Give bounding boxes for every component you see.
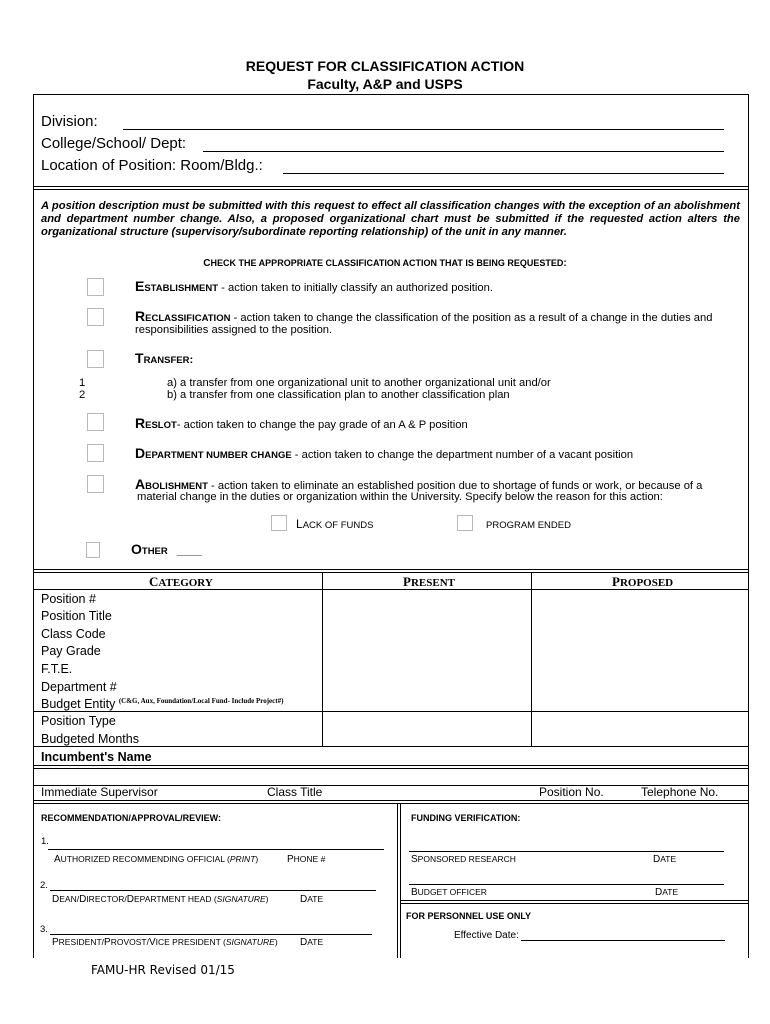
transfer-cap: T (135, 350, 144, 366)
check-heading-first: C (203, 258, 211, 269)
sig3-e: V (148, 937, 156, 948)
date-cap: D (300, 894, 308, 905)
reclassification-option (135, 310, 740, 325)
sig2-h: ) (265, 894, 269, 904)
proposed-header (612, 574, 673, 590)
transfer-colon: : (189, 354, 194, 366)
reslot-desc: - action taken to change the pay grade of an A & P position (176, 419, 468, 431)
divider (33, 186, 749, 187)
abolishment-cap: A (135, 476, 146, 492)
check-heading (0, 253, 770, 271)
table-row: Budgeted Months (41, 732, 139, 746)
program-ended-label: PROGRAM ENDED (486, 520, 571, 531)
establishment-checkbox[interactable] (87, 278, 104, 296)
program-ended-checkbox[interactable] (457, 515, 473, 531)
date-cap: D (653, 854, 661, 865)
table-row: Pay Grade (41, 644, 101, 658)
table-line (33, 711, 749, 712)
section-divider (397, 803, 398, 958)
intro-paragraph: A position description must be submitted with this request to effect all classification changes with the exception of an abolishment and department number change. Also, a proposed organizational chart must be submitted if the requested action alters the organizational structure (supervisory/subordinate reporting relationship) of the unit in any manner. (41, 200, 740, 238)
proposed-header-label: ROPOSED (619, 577, 674, 589)
sig2-f: EPARTMENT HEAD ( (134, 894, 217, 904)
transfer-num-1: 1 (79, 377, 86, 389)
division-field[interactable] (123, 129, 724, 130)
other-blank[interactable]: ____ (176, 545, 202, 557)
sig-number-3: 3. (40, 924, 48, 935)
sig1-d: ) (255, 854, 259, 864)
reclassification-desc2: responsibilities assigned to the position. (135, 324, 333, 336)
location-field[interactable] (283, 173, 724, 174)
dean-date-caption (300, 894, 323, 905)
other-option (131, 543, 202, 558)
transfer-label: RANSFER (143, 355, 190, 366)
date-cap: D (655, 887, 663, 898)
table-row: Class Code (41, 627, 106, 641)
category-header-label: ATEGORY (158, 577, 213, 589)
form-subtitle: Faculty, A&P and USPS (307, 76, 463, 92)
reslot-checkbox[interactable] (87, 413, 104, 431)
personnel-title: FOR PERSONNEL USE ONLY (406, 911, 532, 921)
reslot-option (135, 417, 468, 432)
lack-of-funds-label: ACK OF FUNDS (302, 520, 374, 531)
phone-caption (287, 854, 325, 865)
dept-change-desc: - action taken to change the department number of a vacant position (291, 449, 634, 461)
transfer-num-2: 2 (79, 389, 86, 401)
reslot-label: ESLOT (145, 420, 177, 431)
table-line (33, 746, 749, 747)
sig-number-1: 1. (41, 836, 49, 847)
divider (33, 765, 749, 766)
dept-change-label: EPARTMENT NUMBER CHANGE (145, 450, 292, 461)
budget-entity-label: Budget Entity (41, 697, 116, 711)
sig3-d: ROVOST/ (110, 937, 149, 947)
telephone-no-label: Telephone No. (641, 785, 719, 799)
dept-change-option (135, 447, 633, 462)
sig1-c: PRINT (229, 854, 256, 864)
president-signature-field[interactable] (50, 934, 372, 935)
sig2-e: D (126, 894, 135, 905)
dean-caption (52, 894, 268, 905)
sponsored-research-caption (411, 854, 516, 865)
funding-title: FUNDING VERIFICATION: (411, 813, 521, 823)
sig3-g: SIGNATURE (225, 937, 275, 947)
divider (400, 903, 749, 904)
phone-cap: P (287, 854, 294, 865)
divider (33, 569, 749, 570)
establishment-label: STABLISHMENT (144, 283, 219, 294)
section-divider (400, 803, 401, 958)
reclassification-desc: - action taken to change the classification of the position as a result of a change in the duties and (230, 312, 713, 324)
effective-date-label: Effective Date: (454, 930, 519, 941)
budget-officer-label: UDGET OFFICER (417, 887, 487, 897)
sponsored-research-field[interactable] (409, 851, 724, 852)
category-header-cap: C (149, 574, 159, 589)
phone-label: HONE # (293, 854, 326, 864)
establishment-option (135, 280, 493, 295)
dept-change-cap: D (135, 445, 146, 461)
transfer-line-a: a) a transfer from one organizational unit to another organizational unit and/or (167, 377, 551, 389)
present-header-cap: P (403, 574, 411, 589)
transfer-line-b: b) a transfer from one classification plan to another classification plan (167, 389, 510, 401)
category-header (149, 574, 213, 590)
sig2-b: EAN/ (59, 894, 80, 904)
other-checkbox[interactable] (86, 542, 100, 558)
table-row: Department # (41, 680, 117, 694)
establishment-desc: - action taken to initially classify an authorized position. (218, 282, 493, 294)
president-caption (52, 937, 278, 948)
abolishment-checkbox[interactable] (87, 475, 104, 493)
budget-note: (C&G, Aux, Foundation/Local Fund- Include Project#) (118, 697, 284, 705)
establishment-cap: E (135, 278, 145, 294)
divider (33, 803, 749, 804)
footer-revision: FAMU-HR Revised 01/15 (91, 963, 235, 977)
sponsored-label: PONSORED RESEARCH (417, 854, 516, 864)
table-row: F.T.E. (41, 662, 73, 676)
sig2-c: D (79, 894, 87, 905)
budget-date-caption (655, 887, 678, 898)
divider (33, 800, 749, 801)
present-header-label: RESENT (410, 577, 455, 589)
lack-of-funds-checkbox[interactable] (271, 515, 287, 531)
divider (400, 900, 749, 901)
date-label: ATE (662, 887, 679, 897)
sig2-d: IRECTOR/ (86, 894, 127, 904)
lack-of-funds-cap: L (296, 517, 303, 531)
form-title: REQUEST FOR CLASSIFICATION ACTION (245, 58, 525, 74)
abolishment-desc: - action taken to eliminate an established position due to shortage of funds or work, or because of a (207, 480, 703, 492)
president-date-caption (300, 937, 323, 948)
table-row: Position Title (41, 609, 112, 623)
other-label: THER (141, 546, 168, 557)
sig2-g: SIGNATURE (216, 894, 266, 904)
divider (33, 189, 749, 190)
reclassification-label: ECLASSIFICATION (145, 313, 231, 324)
immediate-supervisor-label: Immediate Supervisor (41, 785, 158, 799)
other-cap: O (131, 541, 142, 557)
present-header (403, 574, 455, 590)
sponsored-cap: S (411, 854, 418, 865)
sig2-a: D (52, 894, 60, 905)
sig3-f: ICE PRESIDENT ( (155, 937, 226, 947)
divider (33, 572, 749, 573)
budget-officer-cap: B (411, 887, 418, 898)
abolishment-desc2: material change in the duties or organization within the University. Specify below the reason for this action: (137, 491, 663, 503)
date-label: ATE (660, 854, 677, 864)
sig3-c: P (104, 937, 111, 948)
dept-change-checkbox[interactable] (87, 444, 104, 462)
table-row (41, 697, 283, 711)
location-label: Location of Position: Room/Bldg.: (41, 157, 263, 174)
incumbent-name-label: Incumbent's Name (41, 750, 152, 764)
date-label: ATE (307, 937, 324, 947)
effective-date-field[interactable] (521, 940, 725, 941)
table-row: Position # (41, 592, 96, 606)
sponsored-date-caption (653, 854, 676, 865)
recommendation-title: RECOMMENDATION/APPROVAL/REVIEW: (41, 813, 222, 823)
recommending-official-field[interactable] (48, 849, 384, 850)
table-divider (531, 572, 532, 747)
budget-officer-caption (411, 887, 487, 898)
reslot-cap: R (135, 415, 146, 431)
check-heading-rest: HECK THE APPROPRIATE CLASSIFICATION ACTION THAT IS BEING REQUESTED (210, 258, 564, 268)
sig3-a: P (52, 937, 59, 948)
sig1-a: A (54, 854, 61, 865)
check-heading-colon: : (563, 258, 567, 269)
proposed-header-cap: P (612, 574, 620, 589)
date-cap: D (300, 937, 308, 948)
date-label: ATE (307, 894, 324, 904)
lack-of-funds-option (296, 518, 373, 532)
transfer-option (135, 352, 193, 367)
transfer-checkbox[interactable] (87, 350, 104, 368)
dean-signature-field[interactable] (50, 890, 376, 891)
table-row: Position Type (41, 714, 116, 728)
sig1-b: UTHORIZED RECOMMENDING OFFICIAL ( (60, 854, 230, 864)
abolishment-label: BOLISHMENT (145, 481, 208, 492)
sig3-b: RESIDENT/ (58, 937, 105, 947)
divider (33, 768, 749, 769)
reclassification-cap: R (135, 308, 146, 324)
position-no-label: Position No. (539, 785, 604, 799)
division-label: Division: (41, 113, 98, 130)
college-field[interactable] (203, 151, 724, 152)
table-divider (322, 572, 323, 747)
sig3-h: ) (274, 937, 278, 947)
reclassification-checkbox[interactable] (87, 308, 104, 326)
college-label: College/School/ Dept: (41, 135, 187, 152)
sig-number-2: 2. (40, 880, 48, 891)
recommending-official-caption (54, 854, 258, 865)
budget-officer-field[interactable] (409, 884, 724, 885)
class-title-label: Class Title (267, 785, 323, 799)
